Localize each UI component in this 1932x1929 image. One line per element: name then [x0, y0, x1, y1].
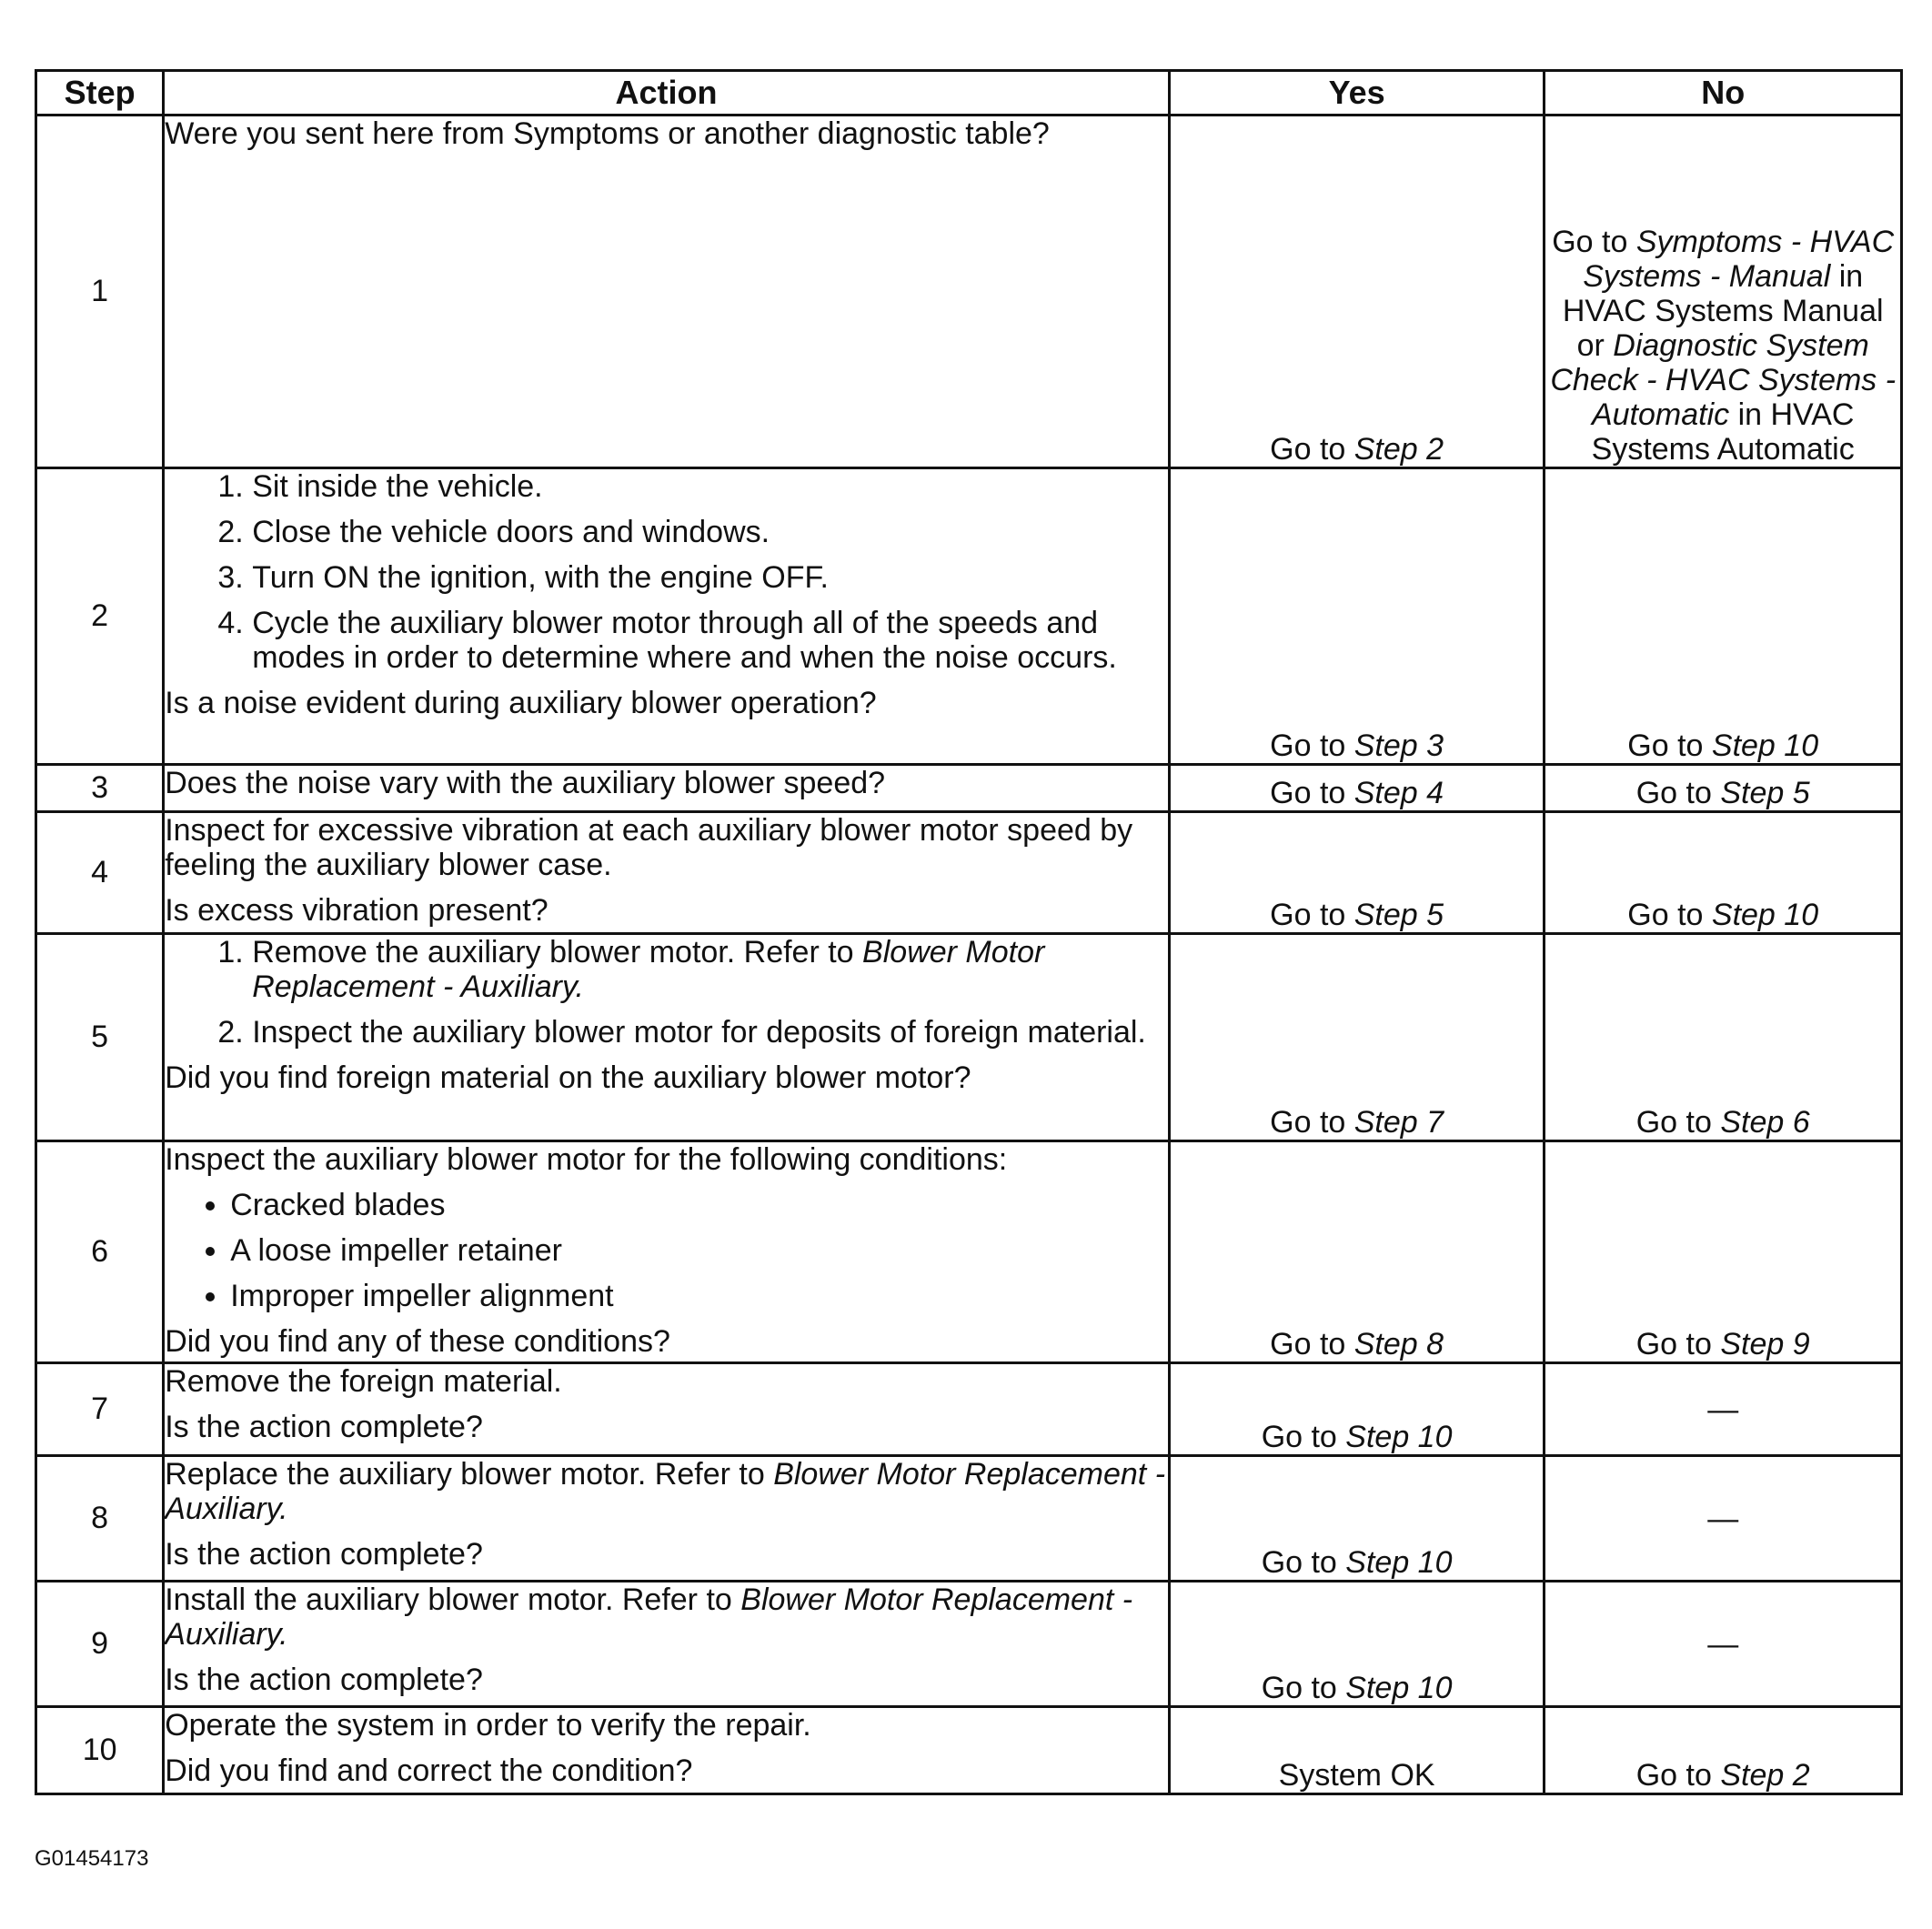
- yes-cell: [1169, 1582, 1545, 1707]
- table-row: [36, 934, 1902, 1141]
- text: A loose impeller retainer: [230, 1233, 562, 1268]
- reference-text: Step 10: [1345, 1420, 1453, 1454]
- action-text: [165, 1537, 1168, 1572]
- text: Go to: [1270, 898, 1354, 932]
- action-text: [165, 1364, 1168, 1399]
- action-cell: [164, 812, 1170, 934]
- text: Is a noise evident during auxiliary blower operation?: [165, 686, 877, 720]
- text: Go to: [1627, 898, 1712, 932]
- step-number: 7: [36, 1363, 164, 1456]
- reference-text: Step 5: [1353, 898, 1444, 932]
- action-text: [165, 1708, 1168, 1743]
- text: Cycle the auxiliary blower motor through all of the speeds and modes in order to determine where and when the noise occurs.: [252, 606, 1117, 675]
- text: Inspect the auxiliary blower motor for deposits of foreign material.: [252, 1015, 1146, 1050]
- header-no: No: [1545, 71, 1902, 116]
- action-text: [165, 686, 1168, 720]
- numbered-list: [165, 469, 1168, 675]
- reference-text: Blower Motor Replacement - Auxiliary.: [165, 1457, 1166, 1526]
- text: Go to: [1270, 728, 1354, 763]
- text: Go to: [1627, 728, 1712, 763]
- reference-text: Step 10: [1345, 1671, 1453, 1705]
- text: Sit inside the vehicle.: [252, 469, 543, 504]
- list-item: [252, 606, 1168, 675]
- step-number: 6: [36, 1141, 164, 1363]
- text: Inspect for excessive vibration at each auxiliary blower motor speed by feeling the auxiliary blower case.: [165, 813, 1133, 882]
- figure-id: G01454173: [35, 1846, 149, 1871]
- text: Is the action complete?: [165, 1537, 483, 1572]
- reference-text: Blower Motor Replacement - Auxiliary.: [252, 935, 1045, 1004]
- table-row: [36, 812, 1902, 934]
- text: Close the vehicle doors and windows.: [252, 515, 770, 549]
- text: Did you find foreign material on the auxiliary blower motor?: [165, 1060, 971, 1095]
- no-cell: [1545, 1456, 1902, 1582]
- reference-text: Step 7: [1353, 1105, 1444, 1140]
- action-text: [165, 766, 1168, 800]
- reference-text: Diagnostic System Check - HVAC Systems - Automatic: [1550, 328, 1897, 432]
- diagnostic-table: [35, 69, 1903, 1795]
- table-row: [36, 765, 1902, 812]
- text: in HVAC Systems Manual or: [1562, 259, 1884, 363]
- action-text: [165, 1410, 1168, 1444]
- text: Did you find any of these conditions?: [165, 1324, 670, 1359]
- list-item: [230, 1279, 1168, 1313]
- text: —: [1707, 1501, 1739, 1536]
- yes-cell: [1169, 812, 1545, 934]
- reference-text: Step 5: [1720, 776, 1810, 810]
- step-number: 2: [36, 468, 164, 765]
- action-cell: [164, 765, 1170, 812]
- action-cell: [164, 1582, 1170, 1707]
- reference-text: Step 8: [1353, 1327, 1444, 1361]
- table-row: [36, 1707, 1902, 1794]
- bullet-list: [165, 1188, 1168, 1313]
- no-cell: [1545, 934, 1902, 1141]
- text: Install the auxiliary blower motor. Refer to: [165, 1582, 741, 1617]
- text: Turn ON the ignition, with the engine OFF.: [252, 560, 829, 595]
- header-row: [36, 71, 1902, 116]
- no-cell: [1545, 765, 1902, 812]
- action-cell: [164, 1707, 1170, 1794]
- text: System OK: [1278, 1758, 1435, 1793]
- yes-cell: [1169, 1456, 1545, 1582]
- action-text: [165, 116, 1168, 151]
- text: Remove the auxiliary blower motor. Refer to: [252, 935, 863, 970]
- text: Go to: [1270, 1327, 1354, 1361]
- list-item: [252, 515, 1168, 549]
- reference-text: Blower Motor Replacement - Auxiliary.: [165, 1582, 1133, 1652]
- text: Go to: [1261, 1545, 1346, 1580]
- reference-text: Step 10: [1711, 898, 1819, 932]
- list-item: [252, 469, 1168, 504]
- reference-text: Step 9: [1720, 1327, 1810, 1361]
- no-cell: [1545, 468, 1902, 765]
- action-cell: [164, 1456, 1170, 1582]
- no-cell: [1545, 1363, 1902, 1456]
- text: Remove the foreign material.: [165, 1364, 562, 1399]
- step-number: 9: [36, 1582, 164, 1707]
- text: Go to: [1270, 1105, 1354, 1140]
- reference-text: Step 10: [1711, 728, 1819, 763]
- step-number: 4: [36, 812, 164, 934]
- header-step: Step: [36, 71, 164, 116]
- text: Replace the auxiliary blower motor. Refer to: [165, 1457, 774, 1492]
- action-text: [165, 1324, 1168, 1359]
- reference-text: Step 2: [1353, 432, 1444, 467]
- action-cell: [164, 1141, 1170, 1363]
- text: Go to: [1270, 432, 1354, 467]
- text: Is excess vibration present?: [165, 893, 548, 928]
- step-number: 1: [36, 116, 164, 468]
- text: Go to: [1552, 225, 1636, 259]
- list-item: [230, 1188, 1168, 1222]
- no-cell: [1545, 116, 1902, 468]
- yes-cell: [1169, 1141, 1545, 1363]
- table-row: [36, 468, 1902, 765]
- step-number: 5: [36, 934, 164, 1141]
- action-text: [165, 1060, 1168, 1095]
- text: Go to: [1270, 776, 1354, 810]
- text: Go to: [1261, 1420, 1346, 1454]
- reference-text: Step 3: [1353, 728, 1444, 763]
- text: Go to: [1635, 776, 1721, 810]
- table-body: [36, 116, 1902, 1794]
- reference-text: Symptoms - HVAC Systems - Manual: [1583, 225, 1895, 294]
- text: Improper impeller alignment: [230, 1279, 614, 1313]
- action-text: [165, 1142, 1168, 1177]
- list-item: [252, 1015, 1168, 1050]
- step-number: 10: [36, 1707, 164, 1794]
- action-cell: [164, 934, 1170, 1141]
- text: Go to: [1261, 1671, 1346, 1705]
- action-cell: [164, 116, 1170, 468]
- reference-text: Step 6: [1720, 1105, 1810, 1140]
- text: Operate the system in order to verify the repair.: [165, 1708, 811, 1743]
- action-cell: [164, 468, 1170, 765]
- no-cell: [1545, 1582, 1902, 1707]
- table-row: [36, 116, 1902, 468]
- text: —: [1707, 1391, 1739, 1427]
- action-text: [165, 813, 1168, 882]
- step-number: 3: [36, 765, 164, 812]
- text: Is the action complete?: [165, 1410, 483, 1444]
- yes-cell: [1169, 1363, 1545, 1456]
- step-number: 8: [36, 1456, 164, 1582]
- header-action: Action: [164, 71, 1170, 116]
- reference-text: Step 10: [1345, 1545, 1453, 1580]
- reference-text: Step 2: [1720, 1758, 1810, 1793]
- no-cell: [1545, 1707, 1902, 1794]
- header-yes: Yes: [1169, 71, 1545, 116]
- action-text: [165, 893, 1168, 928]
- table-row: [36, 1456, 1902, 1582]
- text: Is the action complete?: [165, 1663, 483, 1697]
- list-item: [252, 560, 1168, 595]
- text: in HVAC Systems Automatic: [1591, 397, 1855, 467]
- yes-cell: [1169, 934, 1545, 1141]
- text: Did you find and correct the condition?: [165, 1753, 693, 1788]
- text: Go to: [1635, 1758, 1721, 1793]
- action-text: [165, 1753, 1168, 1788]
- action-cell: [164, 1363, 1170, 1456]
- text: Inspect the auxiliary blower motor for the following conditions:: [165, 1142, 1008, 1177]
- no-cell: [1545, 812, 1902, 934]
- yes-cell: [1169, 765, 1545, 812]
- text: Go to: [1635, 1105, 1721, 1140]
- numbered-list: [165, 935, 1168, 1050]
- reference-text: Step 4: [1353, 776, 1444, 810]
- table-row: [36, 1582, 1902, 1707]
- text: —: [1707, 1626, 1739, 1662]
- yes-cell: [1169, 1707, 1545, 1794]
- text: Were you sent here from Symptoms or another diagnostic table?: [165, 116, 1050, 151]
- action-text: [165, 1582, 1168, 1652]
- yes-cell: [1169, 468, 1545, 765]
- table-row: [36, 1363, 1902, 1456]
- text: Cracked blades: [230, 1188, 446, 1222]
- action-text: [165, 1663, 1168, 1697]
- list-item: [230, 1233, 1168, 1268]
- text: Go to: [1635, 1327, 1721, 1361]
- list-item: [252, 935, 1168, 1004]
- no-cell: [1545, 1141, 1902, 1363]
- text: Does the noise vary with the auxiliary blower speed?: [165, 766, 886, 800]
- action-text: [165, 1457, 1168, 1526]
- table-row: [36, 1141, 1902, 1363]
- yes-cell: [1169, 116, 1545, 468]
